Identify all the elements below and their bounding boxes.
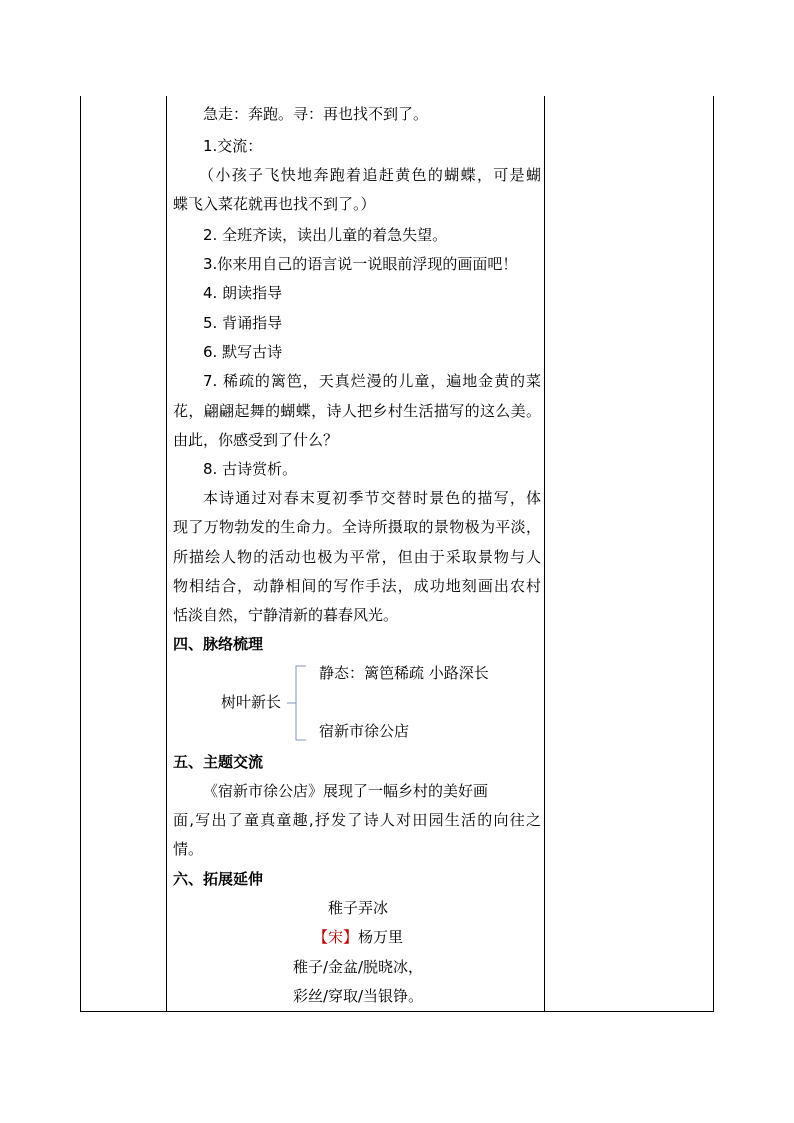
- poem-dynasty: 【宋】: [312, 928, 358, 946]
- line-step-7-c: 由此，你感受到了什么？: [173, 431, 339, 449]
- line-step-6: 6. 默写古诗: [203, 343, 283, 361]
- line-step-2: 2. 全班齐读，读出儿童的着急失望。: [203, 226, 448, 244]
- line-analysis-3: 所描绘人物的活动也极为平常，但由于采取景物与人: [173, 548, 541, 566]
- outline-branch-static: 静态：篱笆稀疏 小路深长: [319, 664, 489, 682]
- line-step-3: 3.你来用自己的语言说一说眼前浮现的画面吧！: [203, 255, 518, 273]
- table-divider-2: [544, 96, 545, 1011]
- line-step-4: 4. 朗读指导: [203, 284, 283, 302]
- poem-verse-2: 彩丝/穿取/当银铮。: [292, 987, 424, 1005]
- theme-line-3: 情。: [173, 840, 204, 858]
- outline-branch-title: 宿新市徐公店: [319, 722, 410, 740]
- line-analysis-2: 现了万物勃发的生命力。全诗所摄取的景物极为平淡，: [173, 518, 541, 536]
- line-analysis-5: 恬淡自然，宁静清新的暮春风光。: [173, 606, 399, 624]
- line-discuss: 1.交流：: [203, 137, 263, 155]
- table-border-left: [80, 96, 81, 1011]
- outline-root: 树叶新长: [221, 693, 282, 711]
- table-divider-1: [166, 96, 167, 1011]
- poem-title: 稚子弄冰: [327, 899, 388, 917]
- line-step-8: 8. 古诗赏析。: [203, 460, 298, 478]
- line-step-7-b: 花，翩翩起舞的蝴蝶，诗人把乡村生活描写的这么美。: [173, 402, 541, 420]
- table-border-right: [713, 96, 714, 1011]
- outline-brace-icon: [286, 664, 308, 742]
- section-5-heading: 五、主题交流: [173, 753, 264, 771]
- poem-author-line: [173, 925, 543, 949]
- poem-verse-1: 稚子/金盆/脱晓冰，: [292, 958, 424, 976]
- section-4-heading: 四、脉络梳理: [173, 635, 264, 653]
- line-analysis-1: 本诗通过对春末夏初季节交替时景色的描写，体: [203, 489, 541, 507]
- line-step-7-a: 7. 稀疏的篱笆，天真烂漫的儿童，遍地金黄的菜: [203, 372, 541, 390]
- theme-line-2: 面,写出了童真童趣,抒发了诗人对田园生活的向往之: [173, 811, 541, 829]
- line-analysis-4: 物相结合，动静相间的写作手法，成功地刻画出农村: [173, 577, 541, 595]
- section-6-heading: 六、拓展延伸: [173, 870, 264, 888]
- theme-line-1: 《宿新市徐公店》展现了一幅乡村的美好画: [203, 782, 489, 800]
- line-step-5: 5. 背诵指导: [203, 314, 283, 332]
- line-vocab: 急走：奔跑。寻：再也找不到了。: [203, 105, 429, 123]
- line-discuss-text-1: （小孩子飞快地奔跑着追赶黄色的蝴蝶，可是蝴: [199, 166, 541, 184]
- poem-author: 杨万里: [358, 928, 404, 946]
- line-discuss-text-2: 蝶飞入菜花就再也找不到了。）: [173, 195, 376, 213]
